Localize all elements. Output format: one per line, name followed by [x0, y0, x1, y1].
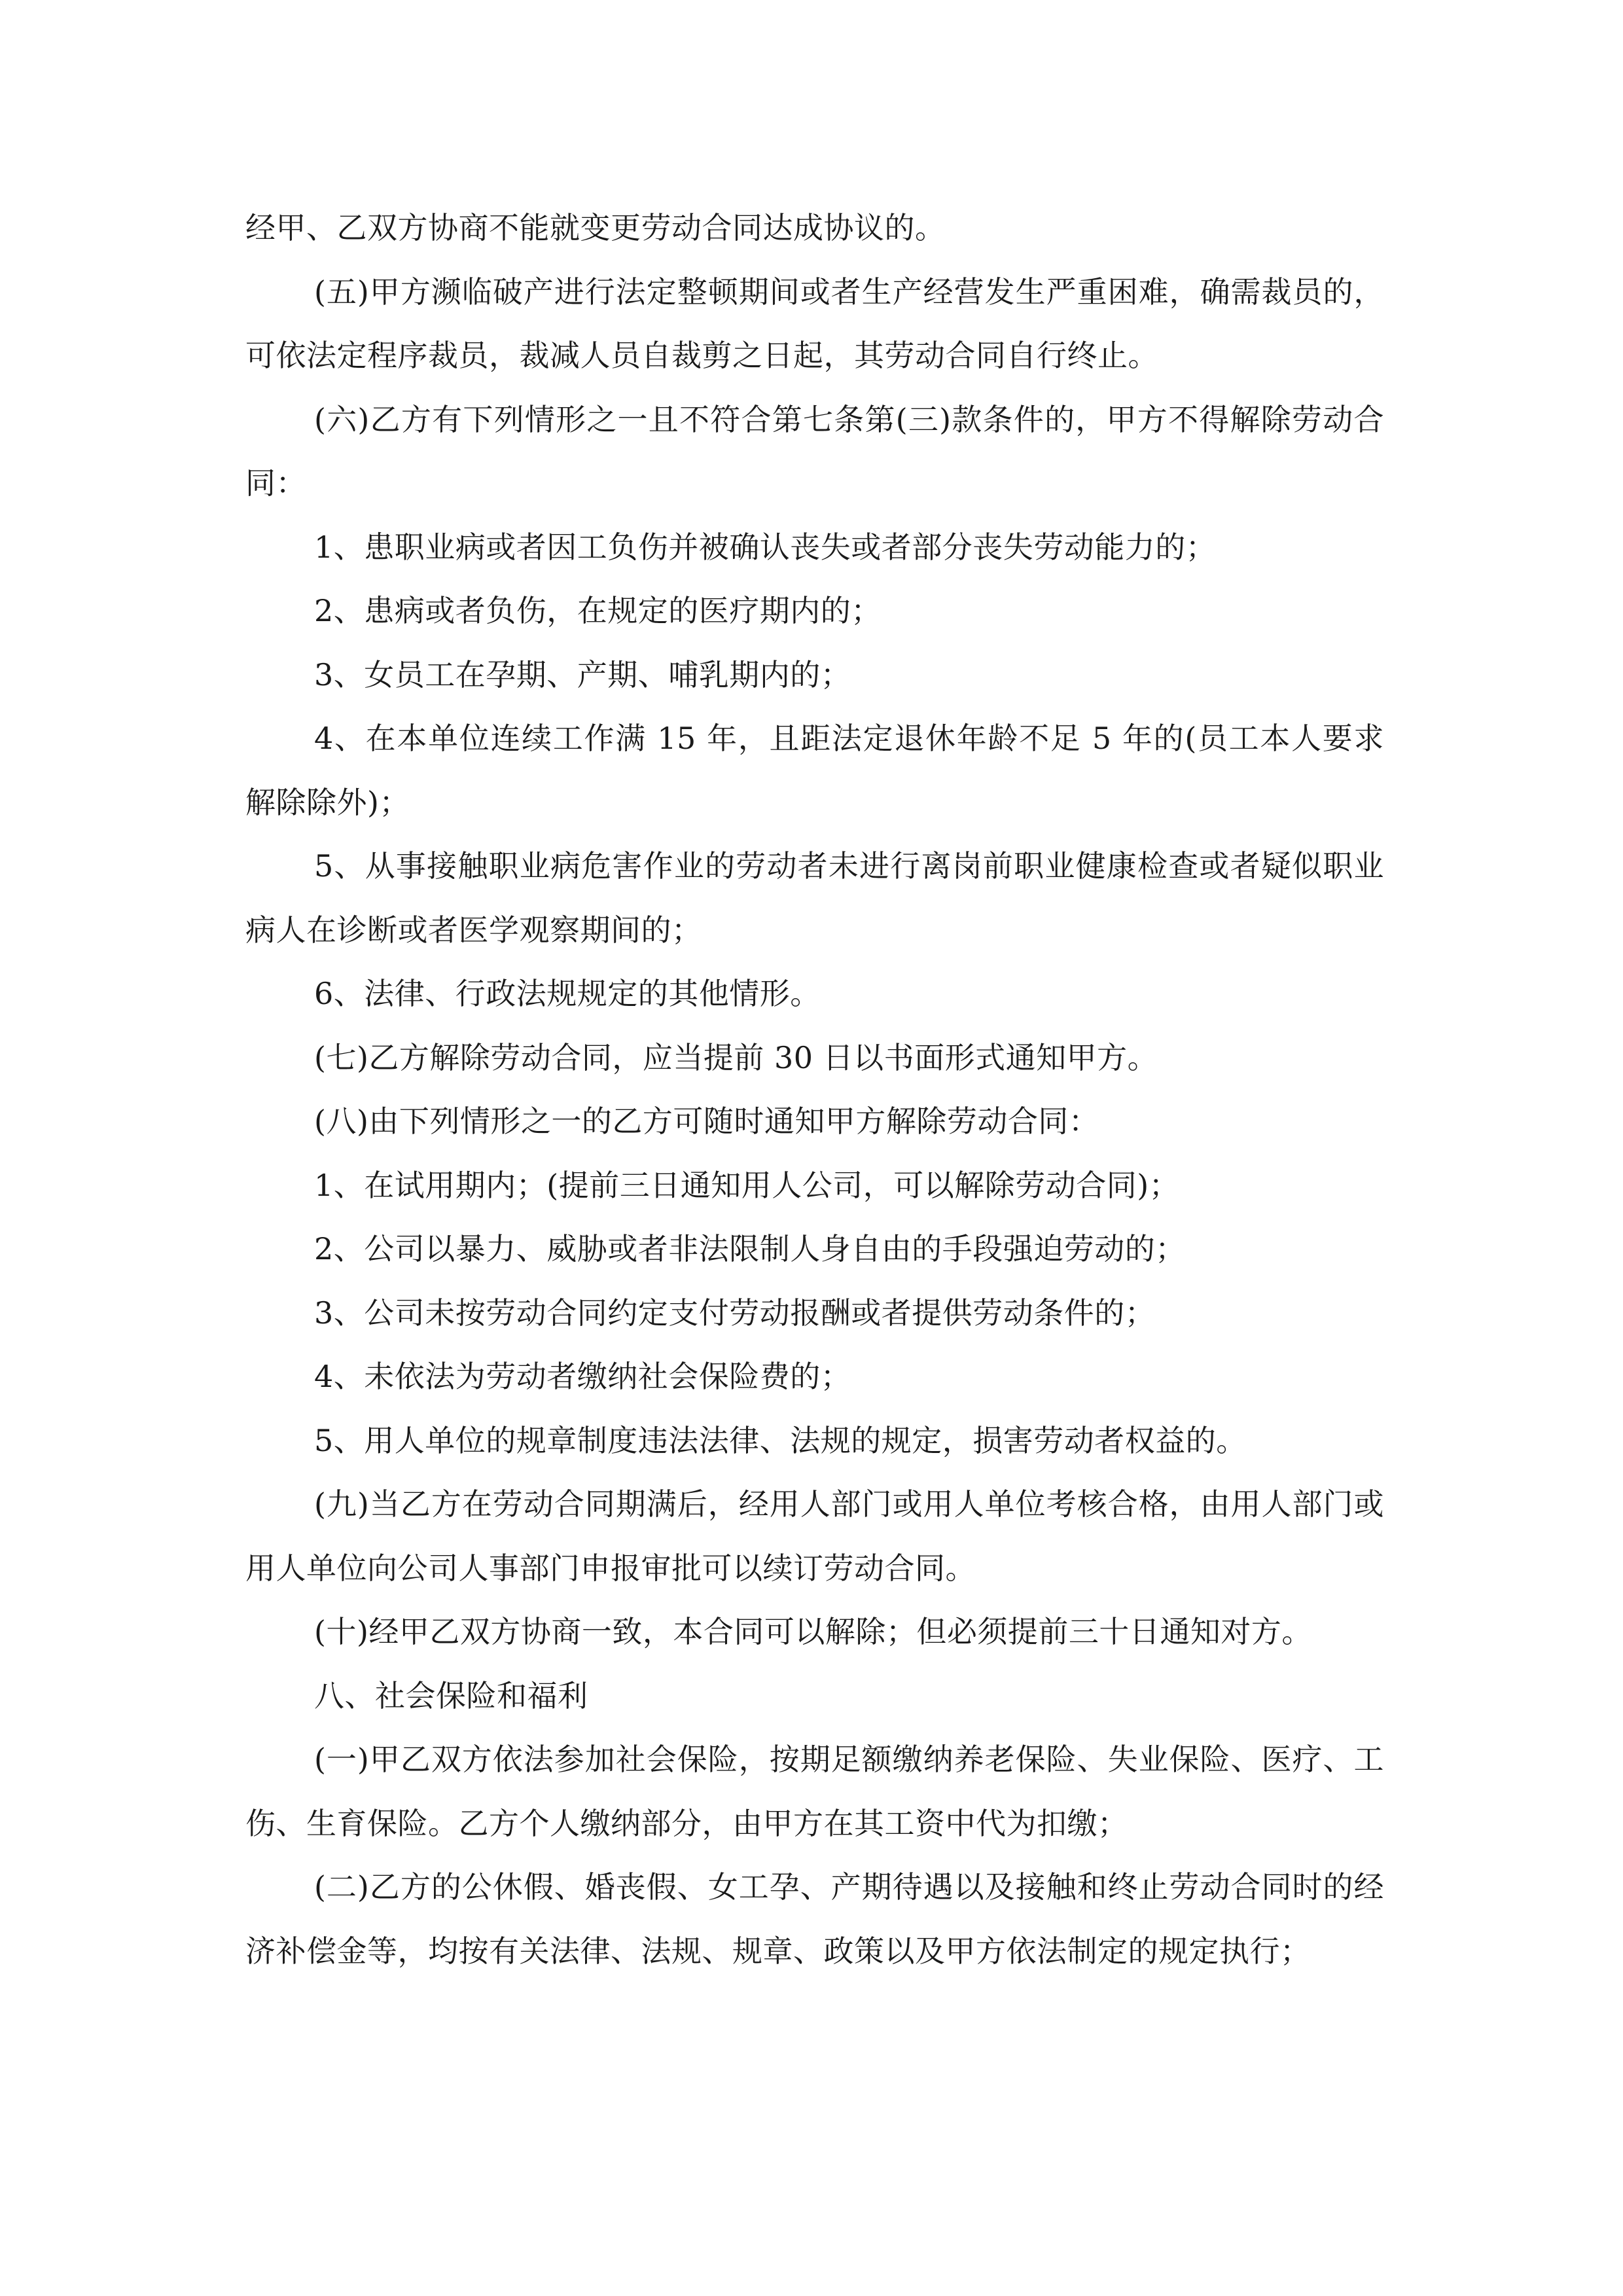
paragraph-4: 2、患病或者负伤，在规定的医疗期内的；: [314, 593, 882, 628]
paragraph-2: (六)乙方有下列情形之一且不符合第七条第(三)款条件的，甲方不得解除劳动合同：: [245, 401, 1384, 501]
paragraph-5: 3、女员工在孕期、产期、哺乳期内的；: [314, 656, 851, 692]
paragraph-3: 1、患职业病或者因工负伤并被确认丧失或者部分丧失劳动能力的；: [314, 529, 1217, 565]
paragraph-13: 3、公司未按劳动合同约定支付劳动报酬或者提供劳动条件的；: [314, 1295, 1156, 1331]
paragraph-17: (十)经甲乙双方协商一致，本合同可以解除；但必须提前三十日通知对方。: [314, 1614, 1312, 1649]
paragraph-6: 4、在本单位连续工作满 15 年，且距法定退休年龄不足 5 年的(员工本人要求解除除外)；: [245, 721, 1384, 820]
document-body: [245, 196, 1384, 1983]
paragraph-11: 1、在试用期内；(提前三日通知用人公司，可以解除劳动合同)；: [314, 1167, 1180, 1203]
paragraph-8: 6、法律、行政法规规定的其他情形。: [314, 976, 821, 1011]
paragraph-16: (九)当乙方在劳动合同期满后，经用人部门或用人单位考核合格，由用人部门或用人单位向公司人事部门申报审批可以续订劳动合同。: [245, 1486, 1384, 1586]
paragraph-12: 2、公司以暴力、威胁或者非法限制人身自由的手段强迫劳动的；: [314, 1231, 1186, 1266]
paragraph-7: 5、从事接触职业病危害作业的劳动者未进行离岗前职业健康检查或者疑似职业病人在诊断或者医学观察期间的；: [245, 848, 1384, 948]
paragraph-15: 5、用人单位的规章制度违法法律、法规的规定，损害劳动者权益的。: [314, 1422, 1247, 1458]
paragraph-14: 4、未依法为劳动者缴纳社会保险费的；: [314, 1359, 851, 1394]
paragraph-20: (二)乙方的公休假、婚丧假、女工孕、产期待遇以及接触和终止劳动合同时的经济补偿金等，均按有关法律、法规、规章、政策以及甲方依法制定的规定执行；: [245, 1869, 1384, 1969]
paragraph-1: (五)甲方濒临破产进行法定整顿期间或者生产经营发生严重困难，确需裁员的，可依法定程序裁员，裁减人员自裁剪之日起，其劳动合同自行终止。: [245, 274, 1384, 373]
paragraph-9: (七)乙方解除劳动合同，应当提前 30 日以书面形式通知甲方。: [314, 1039, 1158, 1075]
section-heading: 八、社会保险和福利: [314, 1677, 588, 1713]
paragraph-10: (八)由下列情形之一的乙方可随时通知甲方解除劳动合同：: [314, 1103, 1099, 1139]
paragraph-19: (一)甲乙双方依法参加社会保险，按期足额缴纳养老保险、失业保险、医疗、工伤、生育保险。乙方个人缴纳部分，由甲方在其工资中代为扣缴；: [245, 1742, 1384, 1841]
paragraph-0: 经甲、乙双方协商不能就变更劳动合同达成协议的。: [245, 210, 946, 245]
